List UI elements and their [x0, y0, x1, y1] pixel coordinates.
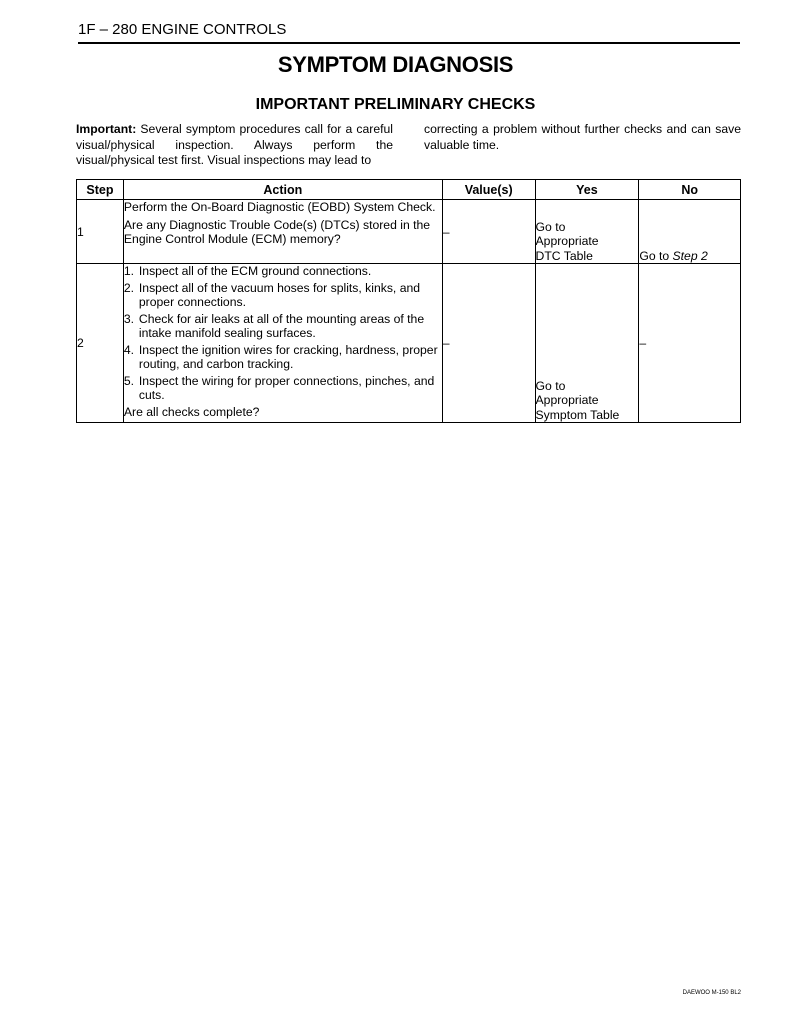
list-number: 1. [123, 264, 135, 278]
list-number: 3. [123, 311, 135, 326]
intro-right-column: correcting a problem without further checks and can save valuable time. [424, 122, 741, 152]
column-header-yes: Yes [535, 180, 639, 200]
intro-left-text: Several symptom procedures call for a careful visual/physical inspection. Always perform the visual/physical test first. Visual inspections may lead to [76, 122, 393, 167]
column-header-action: Action [123, 180, 442, 200]
no-cell [639, 200, 741, 264]
page-header [78, 20, 740, 44]
list-item [124, 281, 442, 310]
action-cell [123, 200, 442, 264]
list-text: Inspect the ignition wires for cracking, hardness, proper routing, and carbon tracking. [138, 342, 438, 371]
list-number: 5. [123, 373, 135, 388]
list-text: Check for air leaks at all of the mounting areas of the intake manifold sealing surfaces. [138, 311, 425, 340]
page-title: SYMPTOM DIAGNOSIS [277, 52, 514, 77]
yes-cell [535, 200, 639, 264]
yes-text: Go to Appropriate DTC Table [535, 219, 599, 263]
list-text: Inspect all of the vacuum hoses for splits, kinks, and proper connections. [138, 280, 421, 309]
section-subtitle: IMPORTANT PRELIMINARY CHECKS [255, 96, 536, 113]
list-text: Inspect all of the ECM ground connections. [138, 264, 372, 278]
step-reference-link: Step 2 [672, 248, 708, 263]
list-text: Inspect the wiring for proper connections, pinches, and cuts. [138, 373, 435, 402]
list-item [124, 264, 442, 279]
list-number: 2. [123, 280, 135, 295]
no-prefix: Go to [639, 248, 673, 263]
step-cell: 1 [77, 200, 124, 264]
list-number: 4. [123, 342, 135, 357]
action-cell [123, 264, 442, 423]
table-row [77, 200, 741, 264]
intro-left-column [76, 122, 393, 169]
list-item [124, 374, 442, 403]
table-row [77, 264, 741, 423]
list-item [124, 312, 442, 341]
no-cell: – [639, 264, 741, 423]
action-paragraph: Perform the On-Board Diagnostic (EOBD) System Check. [123, 200, 436, 214]
yes-cell [535, 264, 639, 423]
value-cell: – [442, 200, 535, 264]
step-cell: 2 [77, 264, 124, 423]
intro-label: Important: [76, 122, 137, 136]
check-list [124, 264, 442, 403]
yes-text: Go to Appropriate Symptom Table [535, 378, 620, 422]
action-question: Are all checks complete? [123, 404, 260, 419]
column-header-step: Step [77, 180, 124, 200]
page-reference: 1F – 280 ENGINE CONTROLS [78, 21, 287, 38]
document-code: DAEWOO M-150 BL2 [682, 990, 741, 996]
action-question: Are any Diagnostic Trouble Code(s) (DTCs) stored in the Engine Control Module (ECM) memory? [123, 217, 431, 246]
table-header-row [77, 180, 741, 200]
column-header-no: No [639, 180, 741, 200]
value-cell: – [442, 264, 535, 423]
diagnosis-table [76, 179, 741, 423]
list-item [124, 343, 442, 372]
column-header-values: Value(s) [442, 180, 535, 200]
